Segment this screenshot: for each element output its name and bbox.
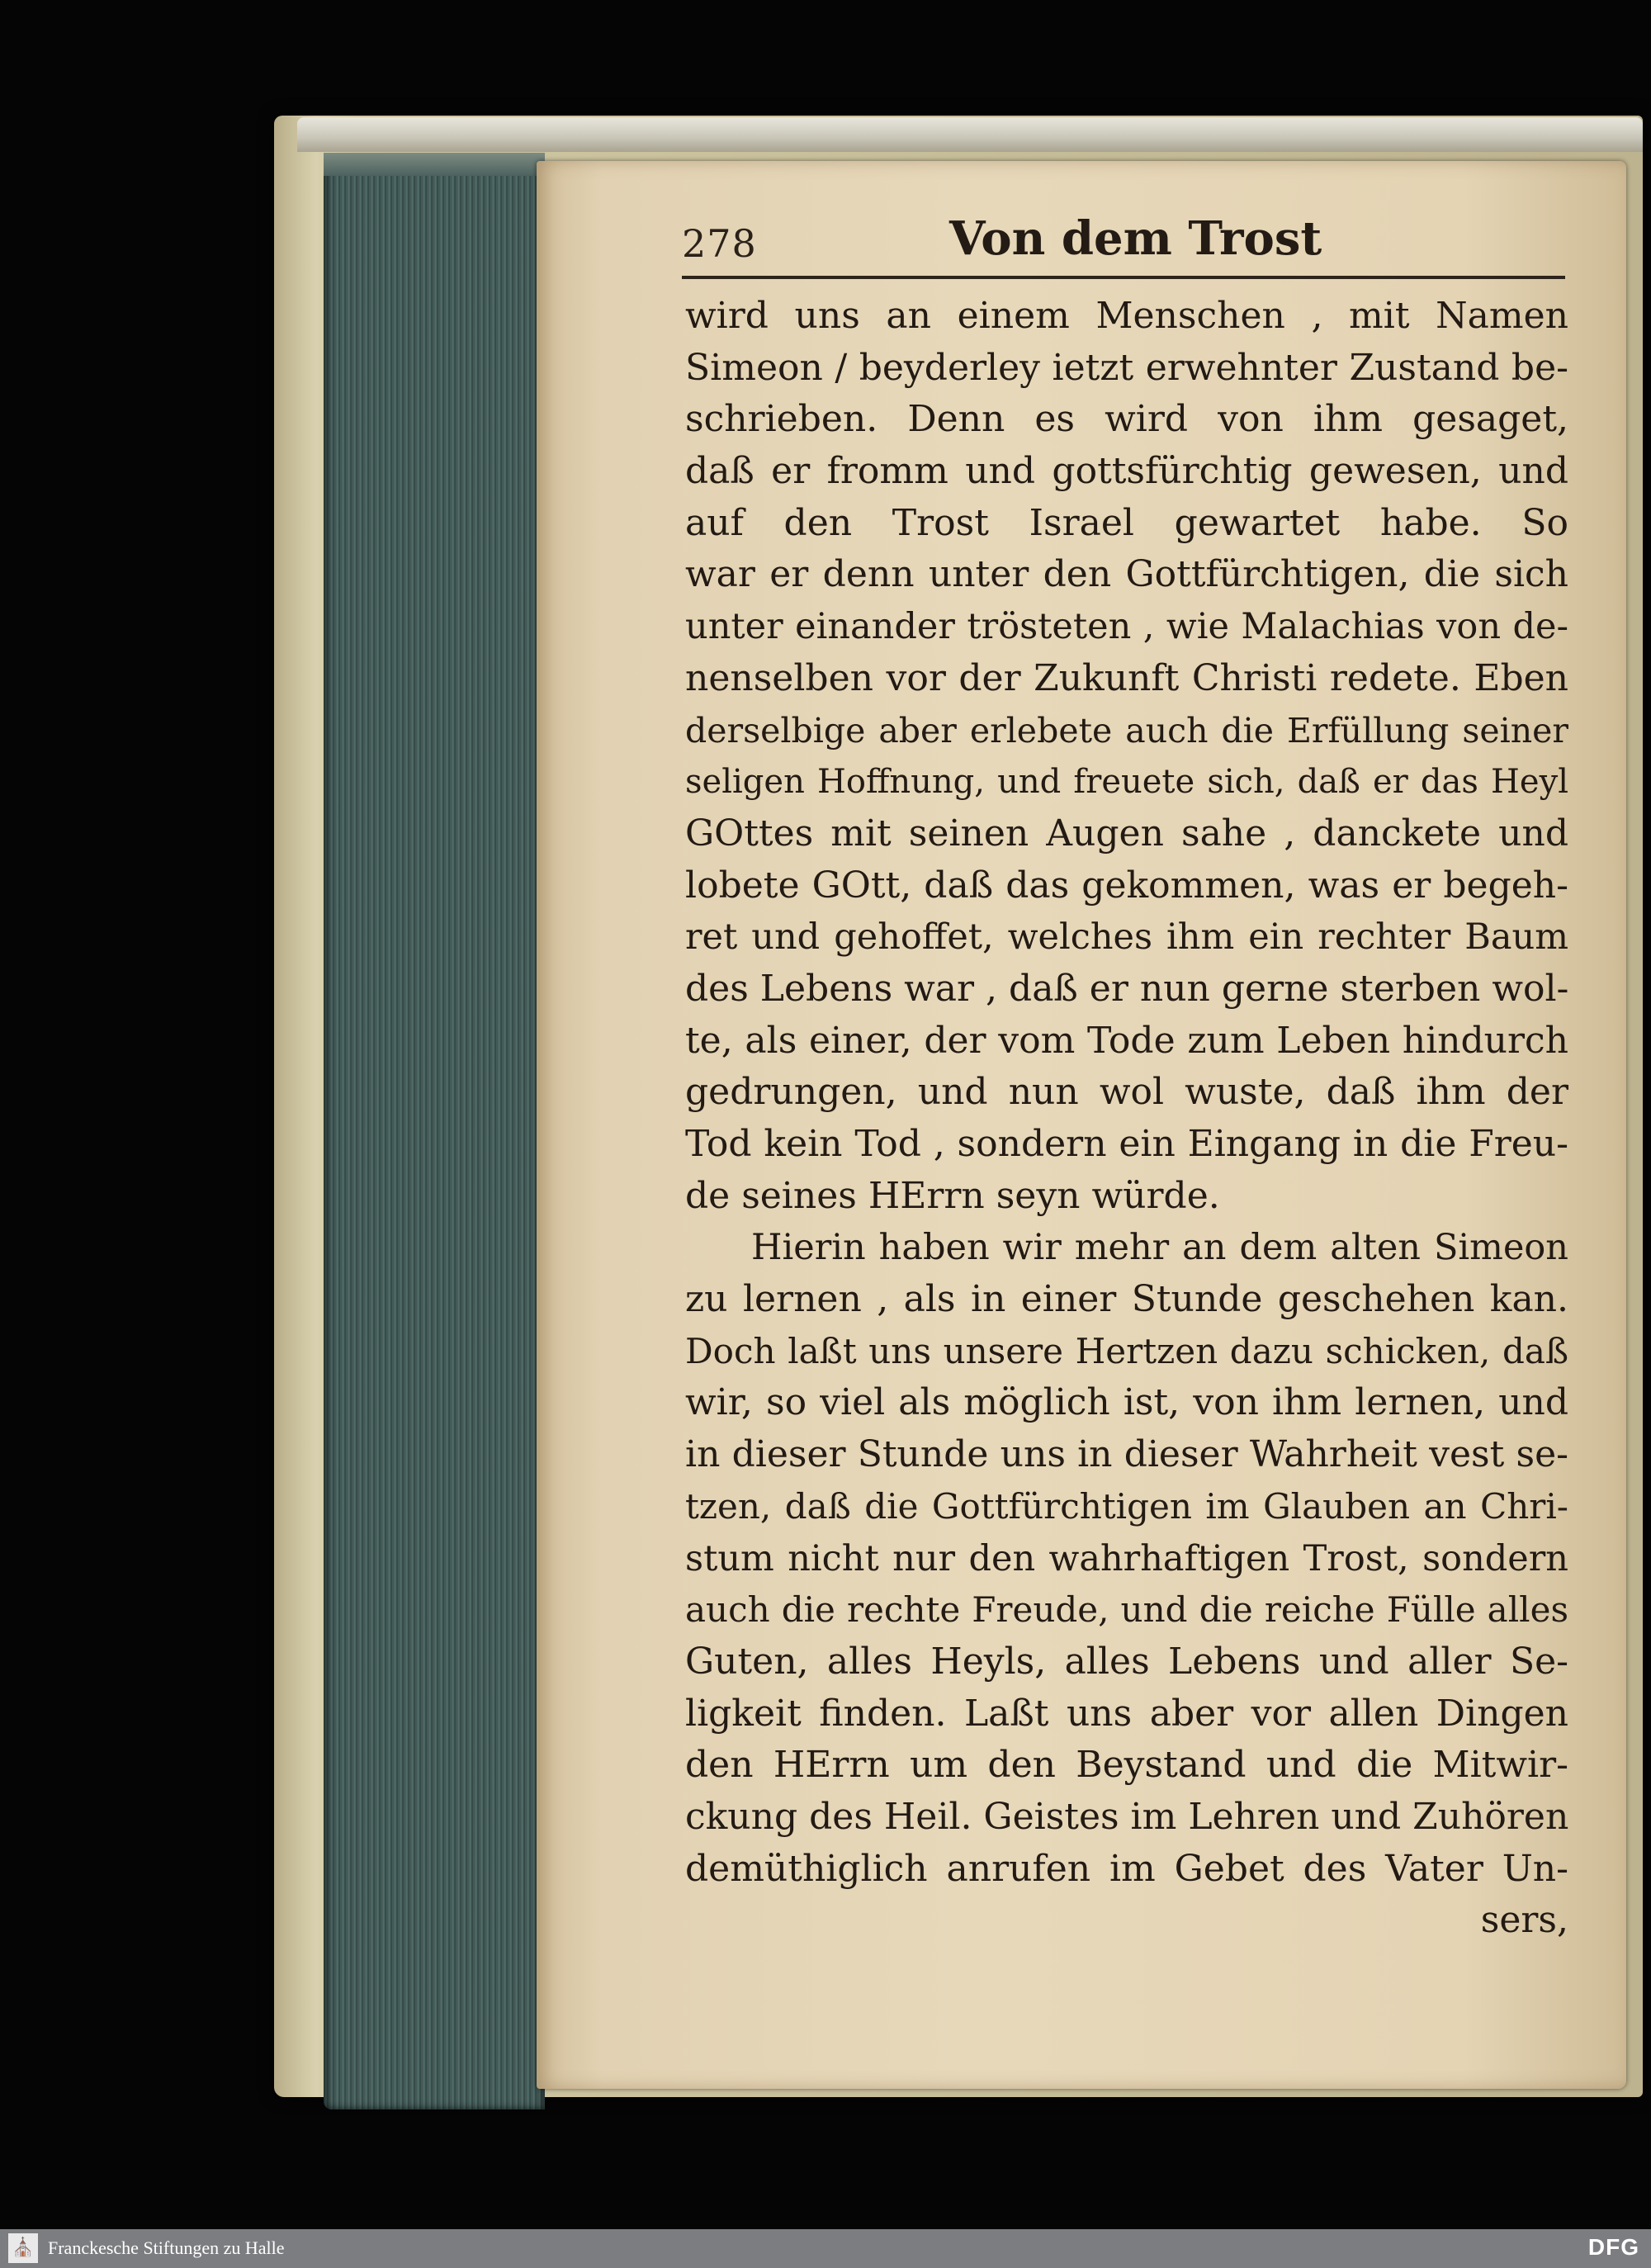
institution-logo-icon: ⛪ bbox=[8, 2233, 38, 2263]
text-line: Tod kein Tod , sondern ein Eingang in die Freu- bbox=[685, 1123, 1568, 1165]
page-edges-top bbox=[324, 153, 545, 176]
text-line: unter einander trösteten , wie Malachias von de- bbox=[685, 606, 1568, 648]
text-line: nenselben vor der Zukunft Christi redete. Eben bbox=[685, 656, 1568, 699]
text-line: lobete GOtt, daß das gekommen, was er begeh- bbox=[685, 864, 1568, 907]
page-edges bbox=[324, 153, 545, 2109]
institution-name: Franckesche Stiftungen zu Halle bbox=[48, 2237, 285, 2258]
text-line: ckung des Heil. Geistes im Lehren und Zuhören bbox=[685, 1795, 1569, 1838]
text-line: daß er fromm und gottsfürchtig gewesen, und bbox=[685, 450, 1568, 493]
text-line: wir, so viel als möglich ist, von ihm lernen, und bbox=[685, 1381, 1568, 1424]
text-line: schrieben. Denn es wird von ihm gesaget, bbox=[685, 398, 1568, 441]
text-line: de seines HErrn seyn würde. bbox=[685, 1174, 1220, 1217]
text-line: sers, bbox=[1480, 1899, 1568, 1942]
text-line: in dieser Stunde uns in dieser Wahrheit vest se- bbox=[685, 1433, 1568, 1476]
text-line: auf den Trost Israel gewartet habe. So bbox=[685, 501, 1568, 544]
funder-logo: DFG bbox=[1587, 2234, 1639, 2260]
book-cover-top-edge bbox=[297, 117, 1643, 152]
text-line: seligen Hoffnung, und freuete sich, daß er das Heyl bbox=[685, 763, 1568, 802]
body-text bbox=[685, 291, 1568, 1947]
text-line: war er denn unter den Gottfürchtigen, die sich bbox=[685, 553, 1568, 596]
text-line: den HErrn um den Beystand und die Mitwir- bbox=[685, 1744, 1568, 1787]
text-line: auch die rechte Freude, und die reiche Fülle alles bbox=[685, 1589, 1568, 1631]
text-line: ligkeit finden. Laßt uns aber vor allen Dingen bbox=[685, 1692, 1568, 1735]
text-line: Hierin haben wir mehr an dem alten Simeon bbox=[751, 1227, 1568, 1269]
text-line: te, als einer, der vom Tode zum Leben hindurch bbox=[685, 1019, 1568, 1062]
text-line: demüthiglich anrufen im Gebet des Vater Un- bbox=[685, 1847, 1568, 1890]
text-line: ret und gehoffet, welches ihm ein rechter Baum bbox=[685, 916, 1568, 959]
text-line: des Lebens war , daß er nun gerne sterben wol- bbox=[685, 967, 1569, 1010]
footer-bar bbox=[0, 2229, 1651, 2268]
text-line: Simeon / beyderley ietzt erwehnter Zustand be- bbox=[685, 346, 1568, 389]
text-line: wird uns an einem Menschen , mit Namen bbox=[685, 295, 1568, 337]
text-line: stum nicht nur den wahrhaftigen Trost, sondern bbox=[685, 1537, 1568, 1579]
text-line: derselbige aber erlebete auch die Erfüllung seiner bbox=[685, 710, 1568, 750]
running-title: Von dem Trost bbox=[949, 211, 1322, 266]
text-line: zu lernen , als in einer Stunde geschehen kan. bbox=[685, 1278, 1568, 1321]
text-line: Doch laßt uns unsere Hertzen dazu schicken, daß bbox=[685, 1330, 1568, 1371]
text-line: gedrungen, und nun wol wuste, daß ihm der bbox=[685, 1071, 1568, 1114]
text-line: GOttes mit seinen Augen sahe , danckete und bbox=[685, 812, 1568, 855]
text-line: tzen, daß die Gottfürchtigen im Glauben an Chri- bbox=[685, 1485, 1568, 1527]
text-line: Guten, alles Heyls, alles Lebens und aller Se- bbox=[685, 1640, 1568, 1683]
page-number: 278 bbox=[682, 221, 757, 266]
header-rule bbox=[682, 276, 1565, 279]
